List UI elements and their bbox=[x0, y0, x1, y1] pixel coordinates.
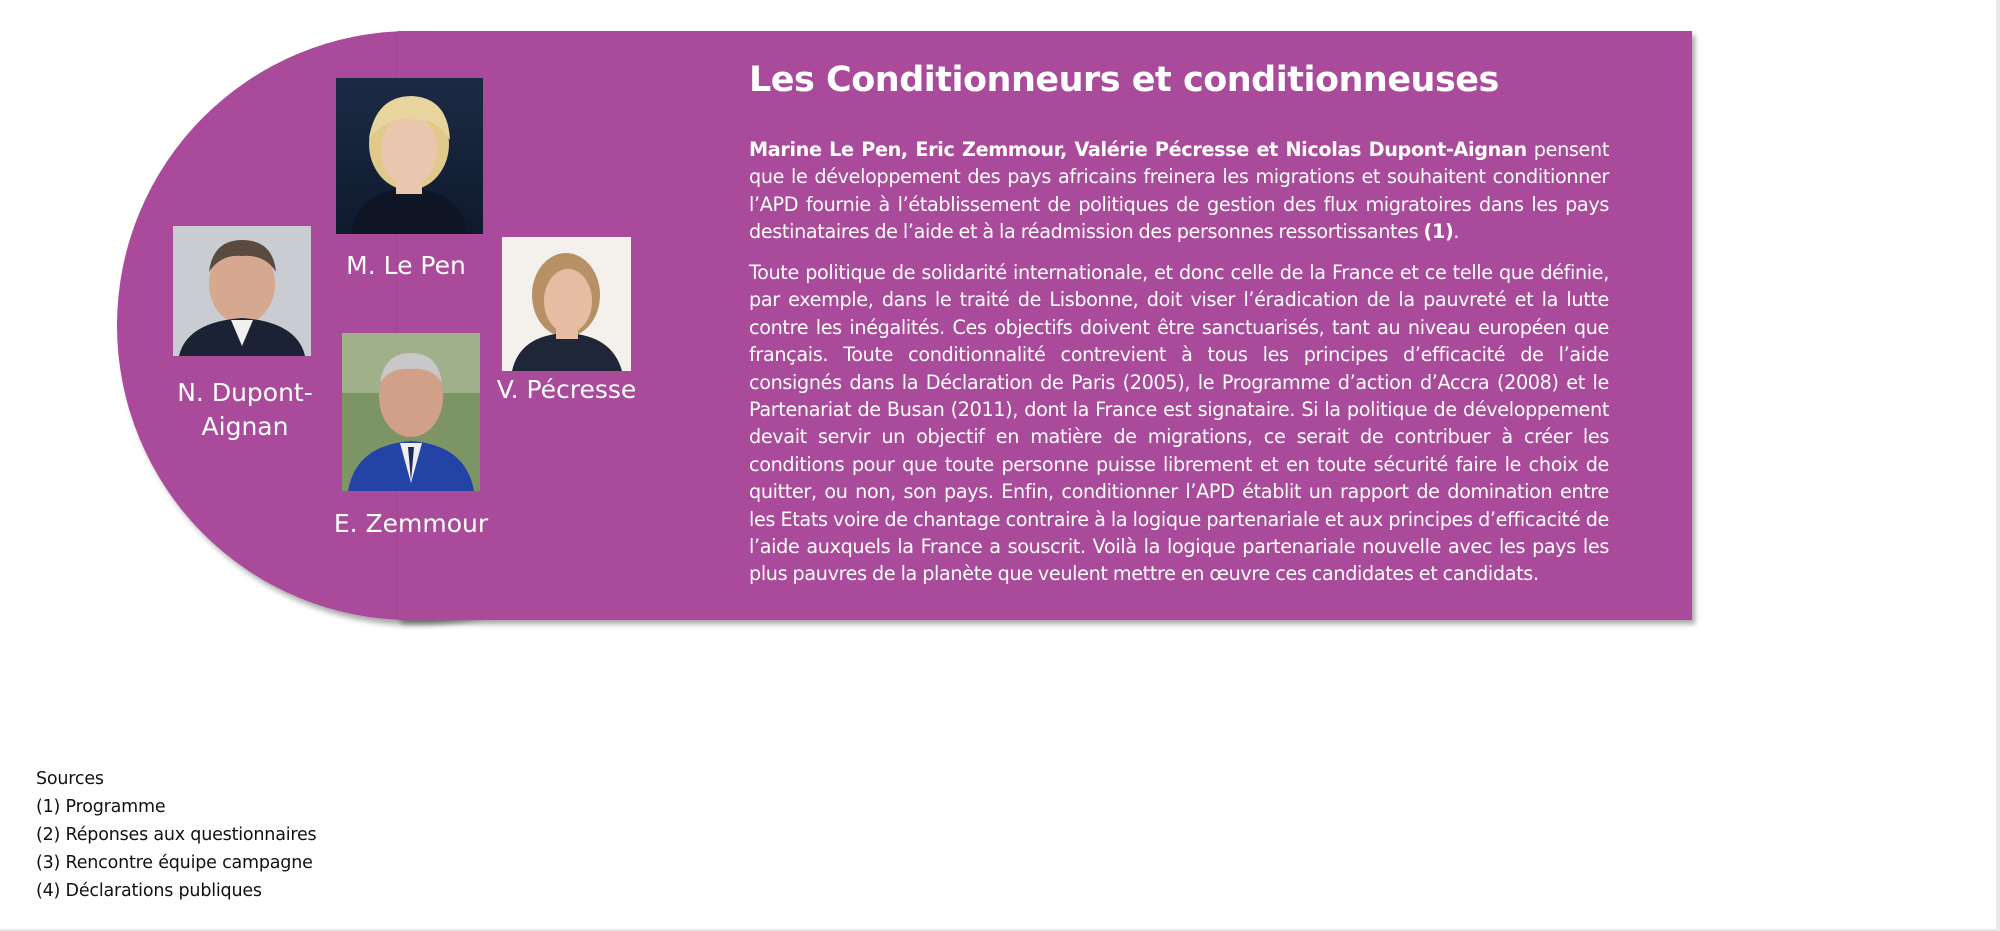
sources-heading: Sources bbox=[36, 769, 104, 789]
paragraph-1 bbox=[749, 136, 1609, 246]
caption-dupont-line1: N. Dupont- bbox=[177, 378, 313, 407]
photo-dupont-aignan bbox=[173, 226, 311, 356]
photo-zemmour bbox=[342, 333, 480, 491]
source-item: (2) Réponses aux questionnaires bbox=[36, 825, 317, 845]
page-title: Les Conditionneurs et conditionneuses bbox=[749, 60, 1499, 100]
source-item: (3) Rencontre équipe campagne bbox=[36, 853, 313, 873]
photo-le-pen bbox=[336, 78, 483, 234]
caption-dupont-aignan bbox=[165, 376, 325, 444]
caption-dupont-line2: Aignan bbox=[201, 412, 289, 441]
caption-le-pen: M. Le Pen bbox=[346, 251, 466, 280]
caption-zemmour: E. Zemmour bbox=[333, 509, 489, 538]
paragraph-1-names: Marine Le Pen, Eric Zemmour, Valérie Pécresse et Nicolas Dupont-Aignan bbox=[749, 138, 1527, 161]
paragraph-1-text: pensent que le développement des pays africains freinera les migrations et souhaitent conditionner l’APD fournie à l’établissement de politiques de gestion des flux migratoires dans les pays destinataires de l’aide et à la réadmission des personnes ressortissantes bbox=[749, 138, 1609, 244]
paragraph-2: Toute politique de solidarité internationale, et donc celle de la France et ce telle que définie, par exemple, dans le traité de Lisbonne, doit viser l’éradication de la pauvreté et la lutte contre les inégalités. Ces objectifs doivent être sanctuarisés, tant au niveau européen que français. Toute conditionnalité contrevient à tous les principes d’efficacité de l’aide consignés dans la Déclaration de Paris (2005), le Programme d’action d’Accra (2008) et le Partenariat de Busan (2011), dont la France est signataire. Si la politique de développement devait servir un objectif en matière de migrations, ce serait de contribuer à créer les conditions pour que toute personne puisse librement et en toute sécurité faire le choix de quitter, ou non, son pays. Enfin, conditionner l’APD établit un rapport de domination entre les Etats voire de chantage contraire à la logique partenariale et aux principes d’efficacité de l’aide auxquels la France a souscrit. Voilà la logique partenariale nouvelle avec les pays les plus pauvres de la planète que veulent mettre en œuvre ces candidates et candidats. bbox=[749, 261, 1609, 586]
source-item: (1) Programme bbox=[36, 797, 166, 817]
paragraph-1-end: . bbox=[1453, 220, 1460, 244]
photo-pecresse bbox=[502, 237, 631, 371]
paragraph-1-ref: (1) bbox=[1423, 220, 1454, 244]
source-item: (4) Déclarations publiques bbox=[36, 881, 262, 901]
caption-pecresse: V. Pécresse bbox=[496, 375, 637, 404]
sources-list bbox=[36, 765, 316, 905]
